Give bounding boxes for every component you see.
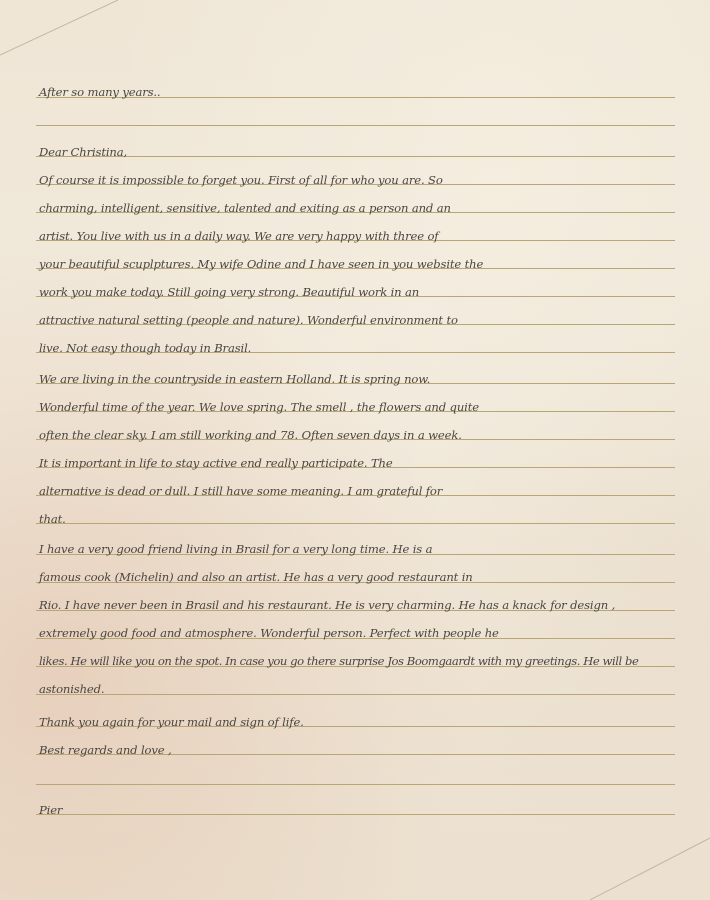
ruled-line — [36, 784, 675, 785]
paragraph-2-line: alternative is dead or dull. I still have some meaning. I am grateful for — [39, 484, 443, 498]
ruled-line — [36, 523, 675, 524]
paragraph-2-line: Wonderful time of the year. We love spring. The smell , the flowers and quite — [39, 400, 479, 414]
paragraph-3-line: extremely good food and atmosphere. Wonderful person. Perfect with people he — [39, 626, 499, 640]
letter-heading: After so many years.. — [39, 85, 161, 99]
paragraph-1-line: artist. You live with us in a daily way. We are very happy with three of — [39, 229, 439, 243]
thanks-line: Thank you again for your mail and sign of life. — [39, 715, 304, 729]
paragraph-1-line: charming, intelligent, sensitive, talented and exiting as a person and an — [39, 201, 451, 215]
paragraph-1-line: live. Not easy though today in Brasil. — [39, 341, 252, 355]
paragraph-2-line: We are living in the countryside in eastern Holland. It is spring now. — [39, 372, 431, 386]
paragraph-2-line: that. — [39, 512, 66, 526]
paragraph-1-line: Of course it is impossible to forget you. First of all for who you are. So — [39, 173, 443, 187]
paragraph-1-line: your beautiful scuplptures. My wife Odine and I have seen in you website the — [39, 257, 484, 271]
paragraph-2-line: often the clear sky. I am still working and 78. Often seven days in a week. — [39, 428, 462, 442]
paragraph-3-line: likes. He will like you on the spot. In case you go there surprise Jos Boomgaardt with my greetings. He will be — [39, 654, 639, 668]
paragraph-3-line: famous cook (Michelin) and also an artist. He has a very good restaurant in — [39, 570, 473, 584]
salutation: Dear Christina, — [39, 145, 128, 159]
ruled-line — [36, 125, 675, 126]
ruled-line — [36, 156, 675, 157]
paragraph-3-line: astonished. — [39, 682, 105, 696]
closing-line: Best regards and love , — [39, 743, 172, 757]
paragraph-1-line: attractive natural setting (people and nature). Wonderful environment to — [39, 313, 458, 327]
ruled-line — [36, 694, 675, 695]
paragraph-3-line: Rio. I have never been in Brasil and his restaurant. He is very charming. He has a knack for design , — [39, 598, 616, 612]
ruled-line — [36, 814, 675, 815]
paragraph-1-line: work you make today. Still going very strong. Beautiful work in an — [39, 285, 420, 299]
paragraph-2-line: It is important in life to stay active end really participate. The — [39, 456, 393, 470]
signature: Pier — [39, 803, 63, 817]
paragraph-3-line: I have a very good friend living in Brasil for a very long time. He is a — [39, 542, 433, 556]
